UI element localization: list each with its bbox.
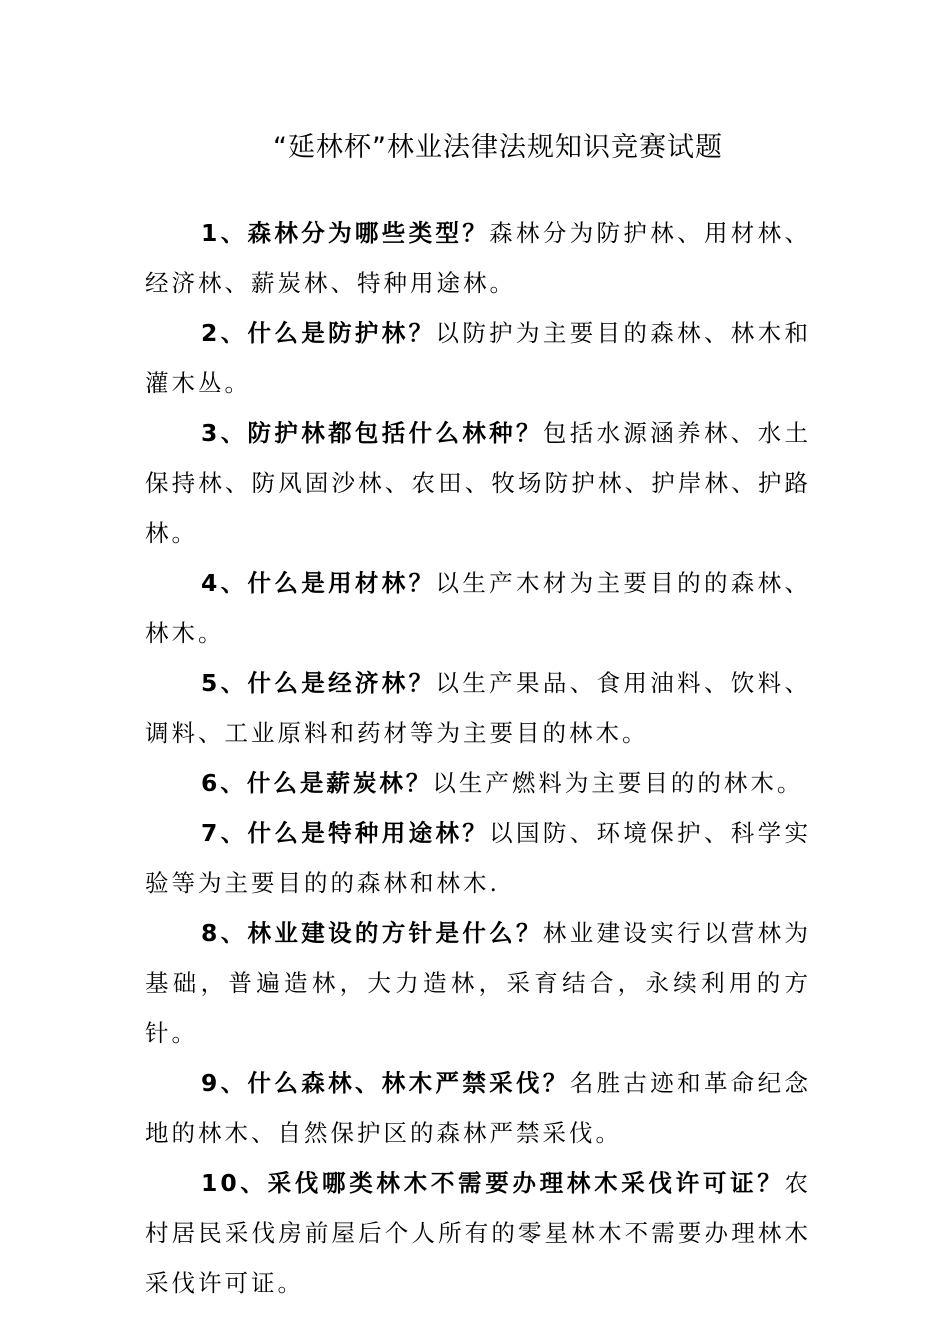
answer-4: 以生产木材为主要目的的森林、林木。 <box>145 569 811 647</box>
answer-2: 以防护为主要目的森林、林木和灌木丛。 <box>145 319 811 397</box>
question-6: 6、什么是薪炭林？ <box>201 769 433 797</box>
qa-item-3 <box>145 408 811 558</box>
question-5: 5、什么是经济林？ <box>201 669 436 697</box>
question-7: 7、什么是特种用途林？ <box>201 819 490 847</box>
qa-item-5 <box>145 658 811 758</box>
answer-9: 名胜古迹和革命纪念地的林木、自然保护区的森林严禁采伐。 <box>145 1069 811 1147</box>
document-page <box>145 128 811 1308</box>
question-8: 8、林业建设的方针是什么？ <box>201 919 543 947</box>
question-2: 2、什么是防护林？ <box>201 319 436 347</box>
qa-item-1 <box>145 208 811 308</box>
question-4: 4、什么是用材林？ <box>201 569 436 597</box>
qa-item-9 <box>145 1058 811 1158</box>
question-3: 3、防护林都包括什么林种？ <box>201 419 543 447</box>
qa-item-4 <box>145 558 811 658</box>
page-title: “延林杯”林业法律法规知识竞赛试题 <box>273 132 723 163</box>
qa-item-8 <box>145 908 811 1058</box>
answer-5: 以生产果品、食用油料、饮料、调料、工业原料和药材等为主要目的林木。 <box>145 669 811 747</box>
qa-item-2 <box>145 308 811 408</box>
answer-1: 森林分为防护林、用材林、经济林、薪炭林、特种用途林。 <box>145 219 811 297</box>
qa-item-10 <box>145 1158 811 1308</box>
answer-6: 以生产燃料为主要目的的林木。 <box>432 769 804 797</box>
question-10: 10、采伐哪类林木不需要办理林木采伐许可证？ <box>201 1169 785 1197</box>
question-1: 1、森林分为哪些类型？ <box>201 219 490 247</box>
answer-8: 林业建设实行以营林为基础，普遍造林，大力造林，采育结合，永续利用的方针。 <box>145 919 812 1047</box>
answer-10: 农村居民采伐房前屋后个人所有的零星林木不需要办理林木采伐许可证。 <box>145 1169 811 1297</box>
answer-3: 包括水源涵养林、水土保持林、防风固沙林、农田、牧场防护林、护岸林、护路林。 <box>145 419 812 547</box>
question-9: 9、什么森林、林木严禁采伐？ <box>201 1069 570 1097</box>
qa-item-6 <box>145 758 811 808</box>
answer-7: 以国防、环境保护、科学实验等为主要目的的森林和林木. <box>145 819 811 897</box>
qa-item-7 <box>145 808 811 908</box>
